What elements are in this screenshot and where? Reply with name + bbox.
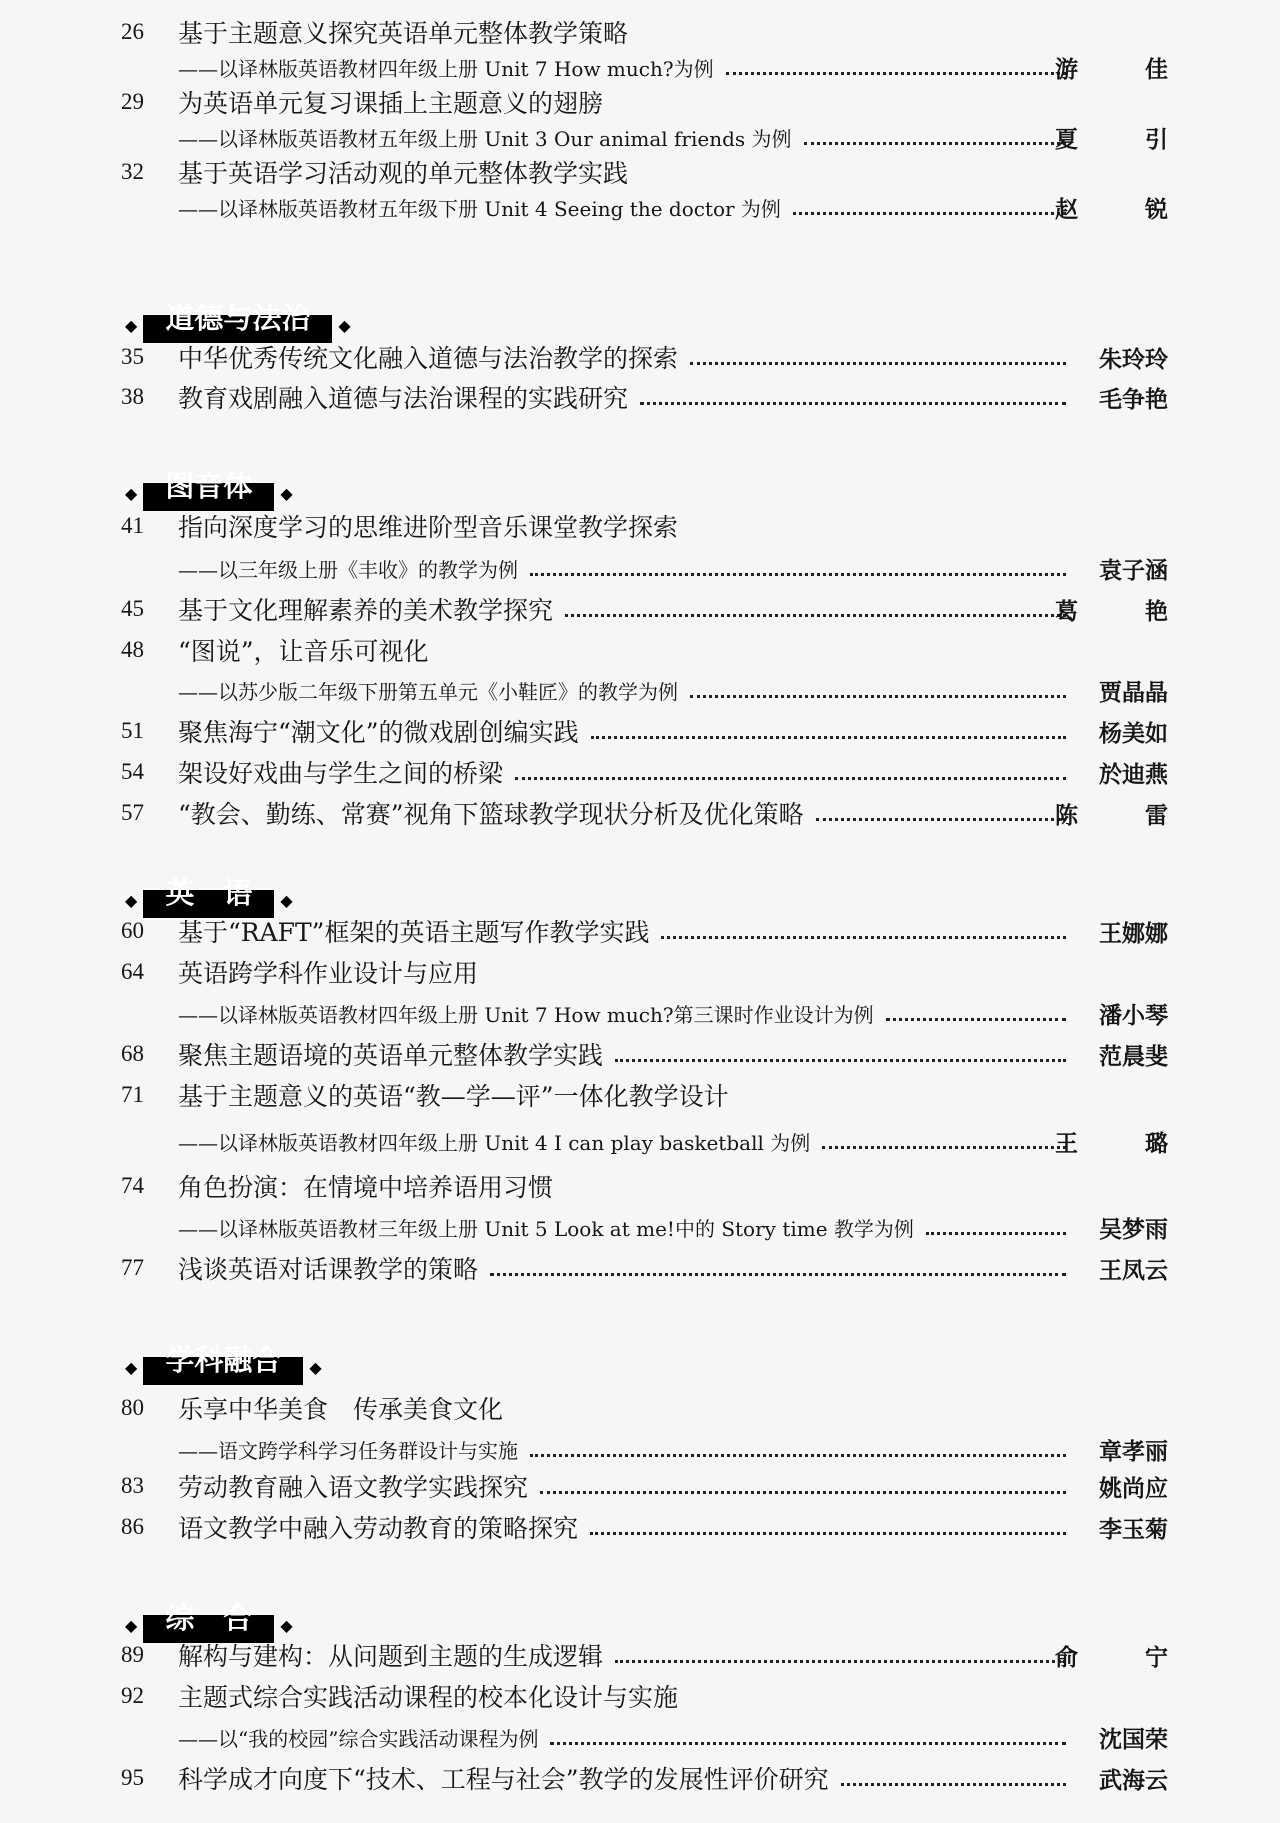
- dot-leader: [615, 1059, 1066, 1062]
- author: 姚尚应: [1099, 1475, 1168, 1502]
- author: 王凤云: [1099, 1257, 1168, 1284]
- article-title: 乐享中华美食 传承美食文化: [178, 1395, 504, 1424]
- dot-leader: [690, 695, 1066, 698]
- page-number: 74: [121, 1173, 144, 1198]
- author: 王娜娜: [1099, 920, 1168, 947]
- diamond-icon: ◆: [125, 1615, 138, 1635]
- toc-entry[interactable]: [0, 1388, 1280, 1428]
- dot-leader: [690, 362, 1066, 365]
- author: 李玉菊: [1099, 1516, 1168, 1543]
- page-number: 41: [121, 513, 144, 538]
- toc-subtitle-row: [0, 117, 1280, 157]
- author: 吴梦雨: [1099, 1216, 1168, 1243]
- article-title: 基于“RAFT”框架的英语主题写作教学实践: [178, 913, 1078, 949]
- article-title: 聚焦主题语境的英语单元整体教学实践: [178, 1036, 1078, 1072]
- page-number: 77: [121, 1255, 144, 1280]
- article-title: 基于主题意义探究英语单元整体教学策略: [178, 19, 629, 48]
- page-number: 83: [121, 1473, 144, 1498]
- page-number: 80: [121, 1395, 144, 1420]
- diamond-icon: ◆: [125, 890, 138, 910]
- dot-leader: [816, 818, 1066, 821]
- page-number: 64: [121, 959, 144, 984]
- dot-leader: [615, 1660, 1066, 1663]
- article-subtitle: ——以译林版英语教材五年级上册 Unit 3 Our animal friends 为例: [178, 123, 1078, 152]
- author: 武海云: [1099, 1767, 1168, 1794]
- page-number: 48: [121, 637, 144, 662]
- toc-entry[interactable]: [0, 337, 1280, 377]
- toc-entry[interactable]: [0, 1758, 1280, 1798]
- author: 沈国荣: [1099, 1726, 1168, 1753]
- toc-entry[interactable]: [0, 1166, 1280, 1206]
- article-title: 浅谈英语对话课教学的策略: [178, 1250, 1078, 1286]
- article-title: “教会、勤练、常赛”视角下篮球教学现状分析及优化策略: [178, 795, 1078, 831]
- dot-leader: [591, 736, 1066, 739]
- toc-entry[interactable]: [0, 12, 1280, 52]
- article-title: 角色扮演：在情境中培养语用习惯: [178, 1173, 554, 1202]
- article-title: 主题式综合实践活动课程的校本化设计与实施: [178, 1683, 679, 1712]
- diamond-icon: ◆: [280, 1615, 293, 1635]
- diamond-icon: ◆: [280, 483, 293, 503]
- dot-leader: [590, 1532, 1066, 1535]
- author: 杨美如: [1099, 720, 1168, 747]
- page-number: 35: [121, 344, 144, 369]
- toc-entry[interactable]: [0, 1466, 1280, 1506]
- article-title: 基于主题意义的英语“教—学—评”一体化教学设计: [178, 1082, 729, 1111]
- page-number: 51: [121, 718, 144, 743]
- article-title: 聚焦海宁“潮文化”的微戏剧创编实践: [178, 713, 1078, 749]
- toc-entry[interactable]: [0, 752, 1280, 792]
- page-number: 57: [121, 800, 144, 825]
- section-title: 道德与法治: [143, 315, 332, 343]
- article-subtitle: ——以苏少版二年级下册第五单元《小鞋匠》的教学为例: [178, 676, 1078, 705]
- page-number: 60: [121, 918, 144, 943]
- author: 夏 引: [1055, 126, 1190, 153]
- dot-leader: [530, 573, 1066, 576]
- section-header-integration: [125, 1343, 322, 1387]
- toc-entry[interactable]: [0, 1248, 1280, 1288]
- article-subtitle: ——语文跨学科学习任务群设计与实施: [178, 1435, 1078, 1464]
- section-title: 图音体: [143, 483, 274, 511]
- article-title: 指向深度学习的思维进阶型音乐课堂教学探索: [178, 513, 679, 542]
- toc-entry[interactable]: [0, 1635, 1280, 1675]
- page-number: 26: [121, 19, 144, 44]
- dot-leader: [550, 1742, 1066, 1745]
- dot-leader: [640, 402, 1066, 405]
- author: 王 璐: [1055, 1130, 1190, 1157]
- dot-leader: [726, 72, 1066, 75]
- toc-entry[interactable]: [0, 1676, 1280, 1716]
- article-title: “图说”，让音乐可视化: [178, 637, 429, 666]
- toc-entry[interactable]: [0, 152, 1280, 192]
- toc-subtitle-row: [0, 1429, 1280, 1469]
- dot-leader: [490, 1273, 1066, 1276]
- page-number: 38: [121, 384, 144, 409]
- page-number: 32: [121, 159, 144, 184]
- toc-subtitle-row: [0, 187, 1280, 227]
- dot-leader: [515, 777, 1066, 780]
- page-number: 71: [121, 1082, 144, 1107]
- toc-entry[interactable]: [0, 1034, 1280, 1074]
- diamond-icon: ◆: [309, 1357, 322, 1377]
- dot-leader: [926, 1232, 1066, 1235]
- author: 潘小琴: [1099, 1002, 1168, 1029]
- article-title: 劳动教育融入语文教学实践探究: [178, 1468, 1078, 1504]
- page-number: 29: [121, 89, 144, 114]
- diamond-icon: ◆: [338, 315, 351, 335]
- article-subtitle: ——以译林版英语教材五年级下册 Unit 4 Seeing the doctor 为例: [178, 193, 1078, 222]
- author: 袁子涵: [1099, 557, 1168, 584]
- toc-subtitle-row: [0, 47, 1280, 87]
- dot-leader: [822, 1146, 1066, 1149]
- page-number: 45: [121, 596, 144, 621]
- author: 陈 雷: [1055, 802, 1190, 829]
- dot-leader: [565, 614, 1066, 617]
- article-subtitle: ——以“我的校园”综合实践活动课程为例: [178, 1723, 1078, 1752]
- section-title: 学科融合: [143, 1357, 303, 1385]
- dot-leader: [793, 212, 1066, 215]
- article-subtitle: ——以译林版英语教材四年级上册 Unit 7 How much?为例: [178, 53, 1078, 82]
- author: 葛 艳: [1055, 598, 1190, 625]
- diamond-icon: ◆: [125, 1357, 138, 1377]
- article-title: 架设好戏曲与学生之间的桥梁: [178, 754, 1078, 790]
- article-title: 基于英语学习活动观的单元整体教学实践: [178, 159, 629, 188]
- article-subtitle: ——以译林版英语教材三年级上册 Unit 5 Look at me!中的 Story time 教学为例: [178, 1213, 1078, 1242]
- dot-leader: [841, 1783, 1066, 1786]
- diamond-icon: ◆: [125, 483, 138, 503]
- toc-entry[interactable]: [0, 1507, 1280, 1547]
- toc-subtitle-row: [0, 993, 1280, 1033]
- article-title: 中华优秀传统文化融入道德与法治教学的探索: [178, 339, 1078, 375]
- page-number: 68: [121, 1041, 144, 1066]
- article-subtitle: ——以译林版英语教材四年级上册 Unit 7 How much?第三课时作业设计为例: [178, 999, 1078, 1028]
- dot-leader: [661, 936, 1066, 939]
- toc-subtitle-row: [0, 1207, 1280, 1247]
- article-title: 语文教学中融入劳动教育的策略探究: [178, 1509, 1078, 1545]
- toc-subtitle-row: [0, 670, 1280, 710]
- article-title: 基于文化理解素养的美术教学探究: [178, 591, 1078, 627]
- toc-subtitle-row: [0, 1121, 1280, 1161]
- dot-leader: [530, 1454, 1066, 1457]
- author: 章孝丽: [1099, 1438, 1168, 1465]
- author: 朱玲玲: [1099, 346, 1168, 373]
- author: 游 佳: [1055, 56, 1190, 83]
- page-number: 92: [121, 1683, 144, 1708]
- toc-subtitle-row: [0, 1717, 1280, 1757]
- article-title: 科学成才向度下“技术、工程与社会”教学的发展性评价研究: [178, 1760, 1078, 1796]
- article-title: 解构与建构：从问题到主题的生成逻辑: [178, 1637, 1078, 1673]
- author: 毛争艳: [1099, 386, 1168, 413]
- author: 於迪燕: [1099, 761, 1168, 788]
- article-title: 教育戏剧融入道德与法治课程的实践研究: [178, 379, 1078, 415]
- toc-entry[interactable]: [0, 506, 1280, 546]
- diamond-icon: ◆: [280, 890, 293, 910]
- page-number: 95: [121, 1765, 144, 1790]
- page-number: 89: [121, 1642, 144, 1667]
- toc-subtitle-row: [0, 548, 1280, 588]
- article-subtitle: ——以译林版英语教材四年级上册 Unit 4 I can play basketball 为例: [178, 1127, 1078, 1156]
- toc-entry[interactable]: [0, 793, 1280, 833]
- author: 俞 宁: [1055, 1644, 1190, 1671]
- author: 范晨斐: [1099, 1043, 1168, 1070]
- toc-entry[interactable]: [0, 377, 1280, 417]
- section-title: 综 合: [143, 1615, 274, 1643]
- toc-entry[interactable]: [0, 82, 1280, 122]
- dot-leader: [540, 1491, 1066, 1494]
- toc-entry[interactable]: [0, 630, 1280, 670]
- page-number: 86: [121, 1514, 144, 1539]
- dot-leader: [886, 1018, 1066, 1021]
- toc-entry[interactable]: [0, 1075, 1280, 1115]
- toc-entry[interactable]: [0, 589, 1280, 629]
- author: 赵 锐: [1055, 196, 1190, 223]
- diamond-icon: ◆: [125, 315, 138, 335]
- page-number: 54: [121, 759, 144, 784]
- dot-leader: [804, 142, 1066, 145]
- article-title: 英语跨学科作业设计与应用: [178, 959, 479, 988]
- section-title: 英 语: [143, 890, 274, 918]
- author: 贾晶晶: [1099, 679, 1168, 706]
- toc-entry[interactable]: [0, 911, 1280, 951]
- toc-entry[interactable]: [0, 952, 1280, 992]
- article-subtitle: ——以三年级上册《丰收》的教学为例: [178, 554, 1078, 583]
- article-title: 为英语单元复习课插上主题意义的翅膀: [178, 89, 604, 118]
- toc-entry[interactable]: [0, 711, 1280, 751]
